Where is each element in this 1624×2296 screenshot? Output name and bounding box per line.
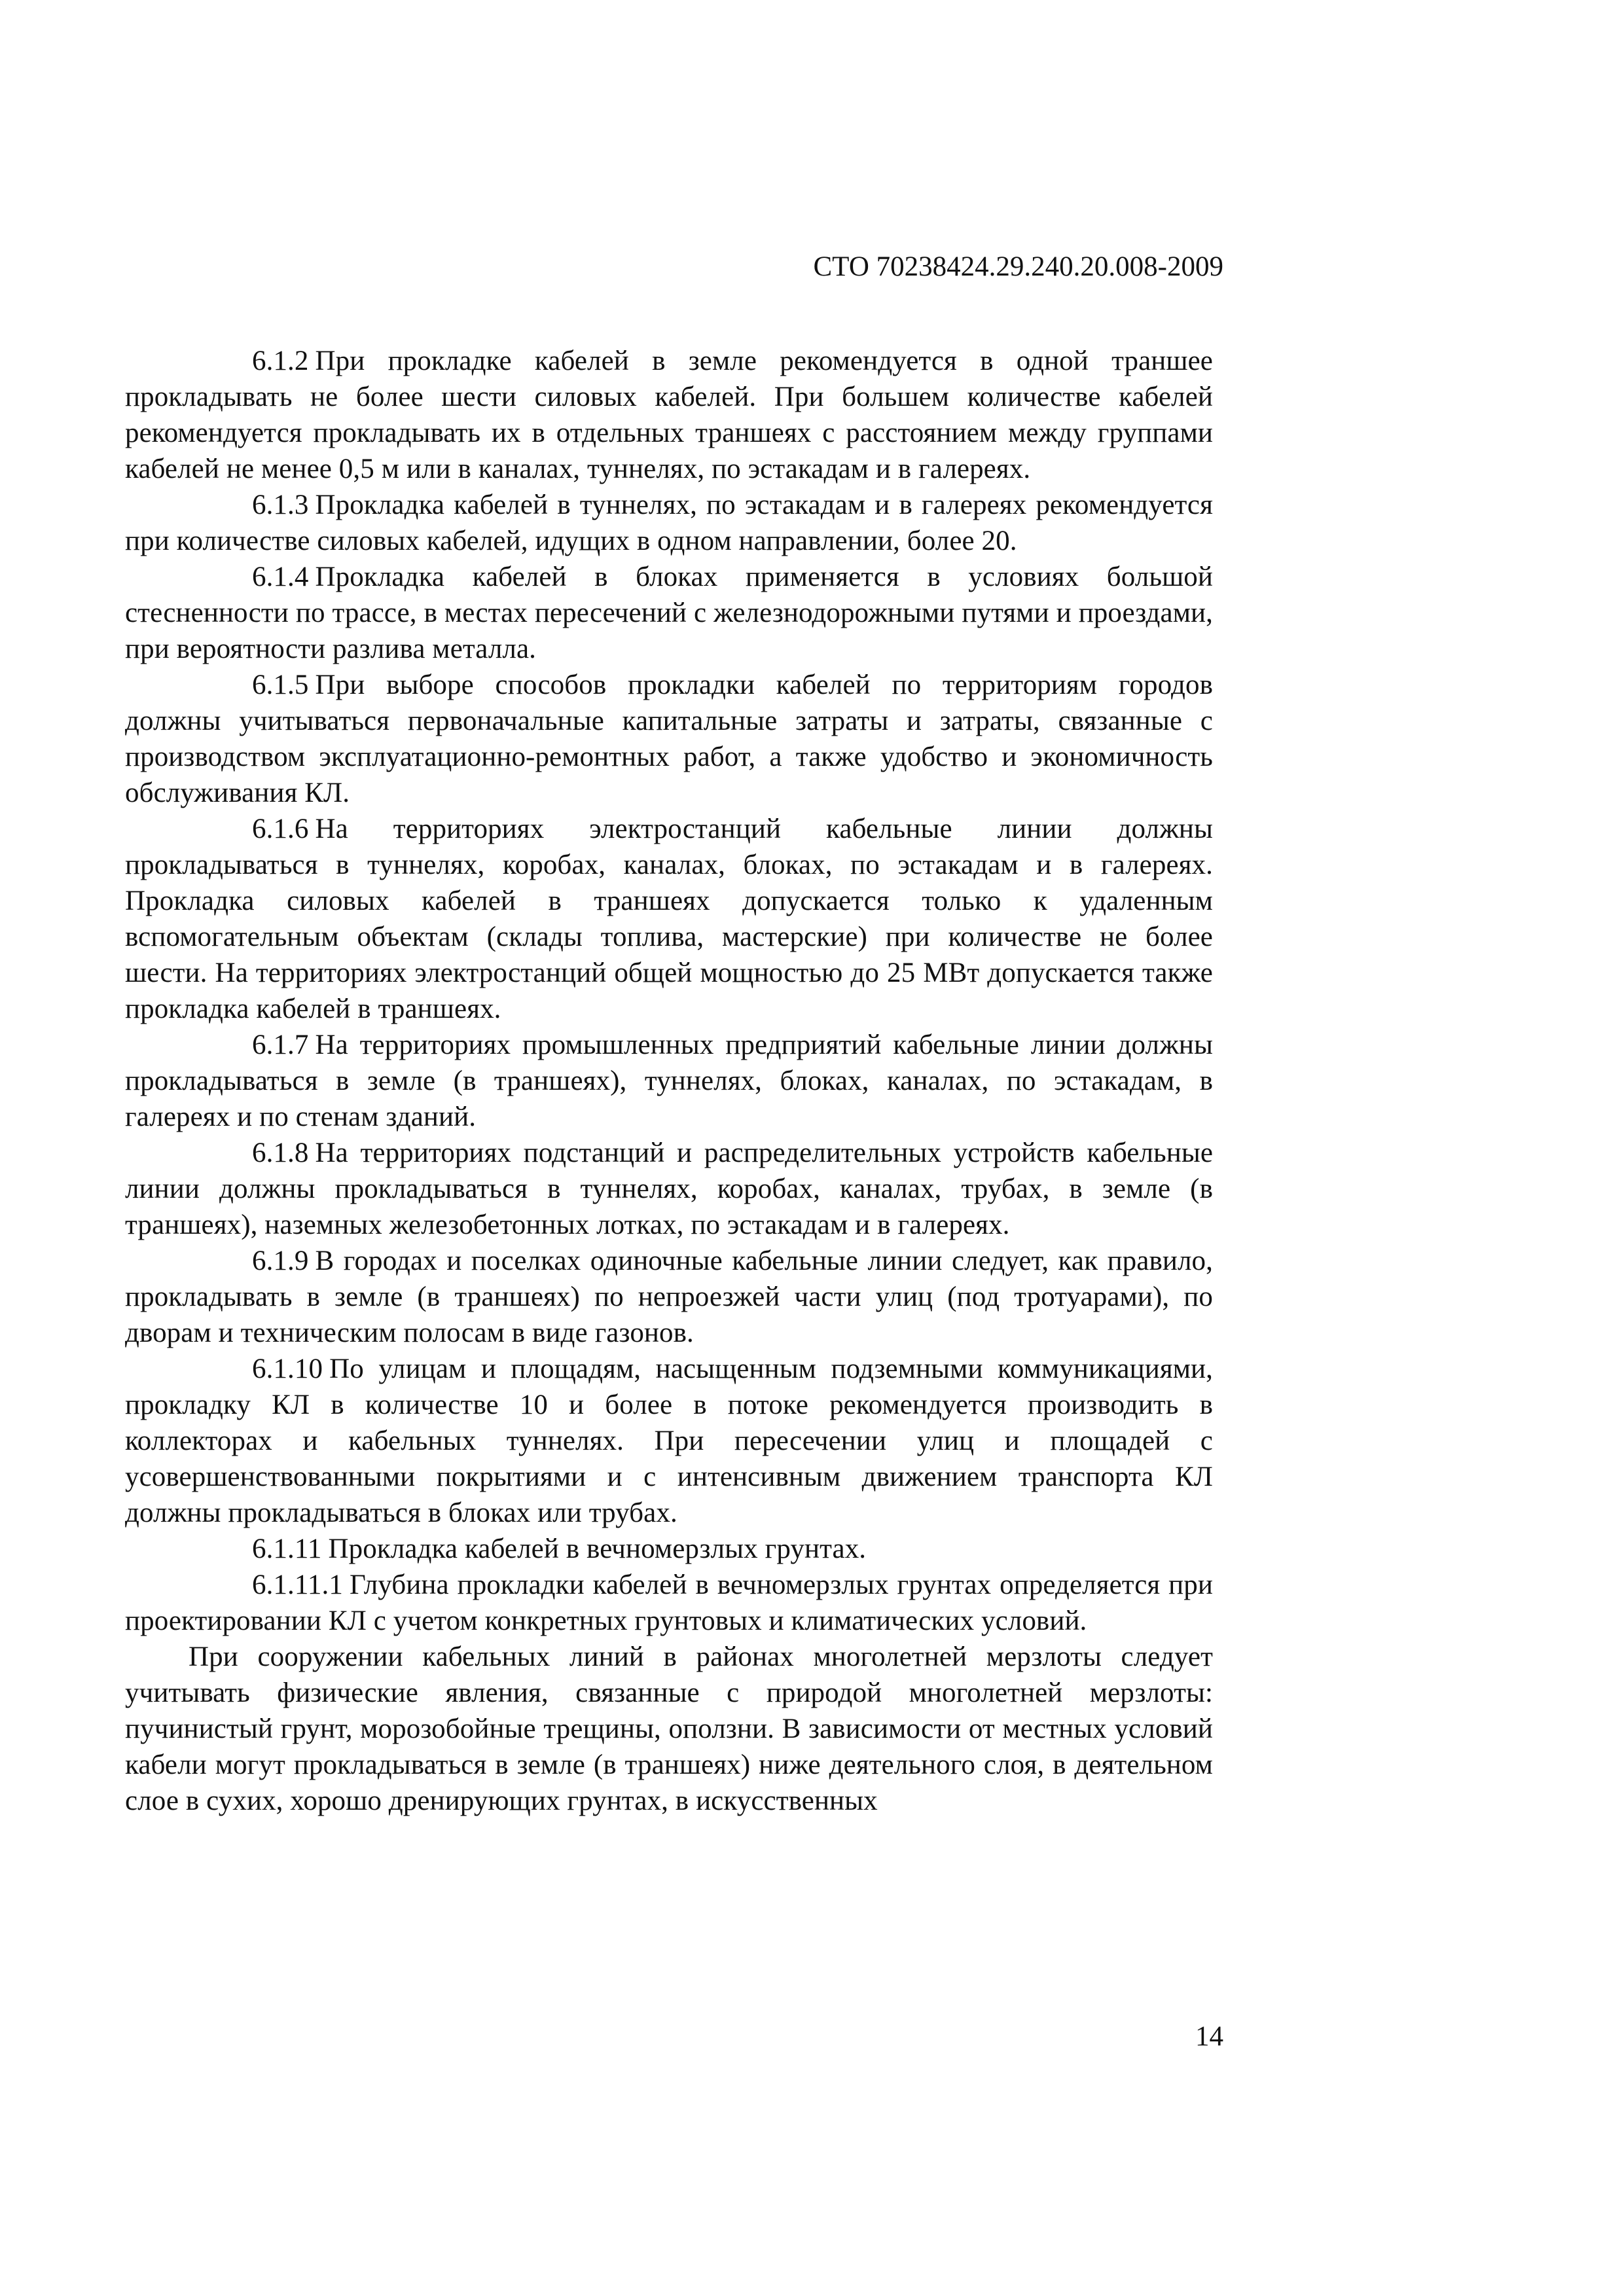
paragraph-permafrost: [125, 1639, 1213, 1819]
section-number: 6.1.10: [252, 1354, 323, 1384]
paragraph-text: В городах и поселках одиночные кабельные линии следует, как правило, прокладывать в земле (в траншеях) по непроезжей части улиц (под тротуарами), по дворам и техническим полосам в виде газонов.: [125, 1246, 1213, 1348]
paragraph-text: На территориях подстанций и распределительных устройств кабельные линии должны прокладываться в туннелях, коробах, каналах, трубах, в земле (в траншеях), наземных железобетонных лотках, по эстакадам и в галереях.: [125, 1138, 1213, 1240]
section-number: 6.1.6: [252, 814, 309, 844]
section-number: 6.1.4: [252, 562, 309, 592]
paragraph-6-1-11: [125, 1531, 1213, 1567]
section-number: 6.1.3: [252, 490, 309, 520]
paragraph-6-1-3: [125, 487, 1213, 559]
paragraph-6-1-4: [125, 559, 1213, 667]
paragraph-text: Глубина прокладки кабелей в вечномерзлых грунтах определяется при проектировании КЛ с учетом конкретных грунтовых и климатических условий.: [125, 1570, 1213, 1636]
paragraph-6-1-7: [125, 1027, 1213, 1135]
section-number: 6.1.8: [252, 1138, 309, 1168]
paragraph-text: Прокладка кабелей в вечномерзлых грунтах.: [328, 1534, 867, 1564]
section-number: 6.1.5: [252, 670, 309, 700]
document-code: СТО 70238424.29.240.20.008-2009: [813, 251, 1223, 282]
paragraph-text: На территориях электростанций кабельные линии должны прокладываться в туннелях, коробах, каналах, блоках, по эстакадам и в галереях. Прокладка силовых кабелей в траншеях допускается только к удаленным вспомогательным объектам (склады топлива, мастерские) при количестве не более шести. На территориях электростанций общей мощностью до 25 МВт допускается также прокладка кабелей в траншеях.: [125, 814, 1213, 1024]
paragraph-text: По улицам и площадям, насыщенным подземными коммуникациями, прокладку КЛ в количестве 10 и более в потоке рекомендуется производить в коллекторах и кабельных туннелях. При пересечении улиц и площадей с усовершенствованными покрытиями и с интенсивным движением транспорта КЛ должны прокладываться в блоках или трубах.: [125, 1354, 1213, 1528]
paragraph-text: При прокладке кабелей в земле рекомендуется в одной траншее прокладывать не более шести силовых кабелей. При большем количестве кабелей рекомендуется прокладывать их в отдельных траншеях с расстоянием между группами кабелей не менее 0,5 м или в каналах, туннелях, по эстакадам и в галереях.: [125, 346, 1213, 484]
document-body: [125, 343, 1213, 1819]
section-number: 6.1.7: [252, 1030, 309, 1060]
section-number: 6.1.11: [252, 1534, 322, 1564]
paragraph-text: При сооружении кабельных линий в районах многолетней мерзлоты следует учитывать физические явления, связанные с природой многолетней мерзлоты: пучинистый грунт, морозобойные трещины, оползни. В зависимости от местных условий кабели могут прокладываться в земле (в траншеях) ниже деятельного слоя, в деятельном слое в сухих, хорошо дренирующих грунтах, в искусственных: [125, 1641, 1213, 1816]
paragraph-6-1-8: [125, 1135, 1213, 1243]
section-number: 6.1.11.1: [252, 1570, 343, 1600]
paragraph-6-1-6: [125, 811, 1213, 1027]
section-number: 6.1.2: [252, 346, 309, 376]
paragraph-text: При выборе способов прокладки кабелей по территориям городов должны учитываться первоначальные капитальные затраты и затраты, связанные с производством эксплуатационно-ремонтных работ, а также удобство и экономичность обслуживания КЛ.: [125, 670, 1213, 808]
section-number: 6.1.9: [252, 1246, 309, 1276]
paragraph-6-1-10: [125, 1351, 1213, 1531]
paragraph-6-1-9: [125, 1243, 1213, 1351]
paragraph-text: Прокладка кабелей в блоках применяется в условиях большой стесненности по трассе, в местах пересечений с железнодорожными путями и проездами, при вероятности разлива металла.: [125, 562, 1213, 664]
paragraph-6-1-11-1: [125, 1567, 1213, 1639]
paragraph-6-1-2: [125, 343, 1213, 487]
page-number: 14: [1195, 2021, 1223, 2052]
paragraph-text: На территориях промышленных предприятий кабельные линии должны прокладываться в земле (в траншеях), туннелях, блоках, каналах, по эстакадам, в галереях и по стенам зданий.: [125, 1030, 1213, 1132]
paragraph-6-1-5: [125, 667, 1213, 811]
paragraph-text: Прокладка кабелей в туннелях, по эстакадам и в галереях рекомендуется при количестве силовых кабелей, идущих в одном направлении, более 20.: [125, 490, 1213, 556]
